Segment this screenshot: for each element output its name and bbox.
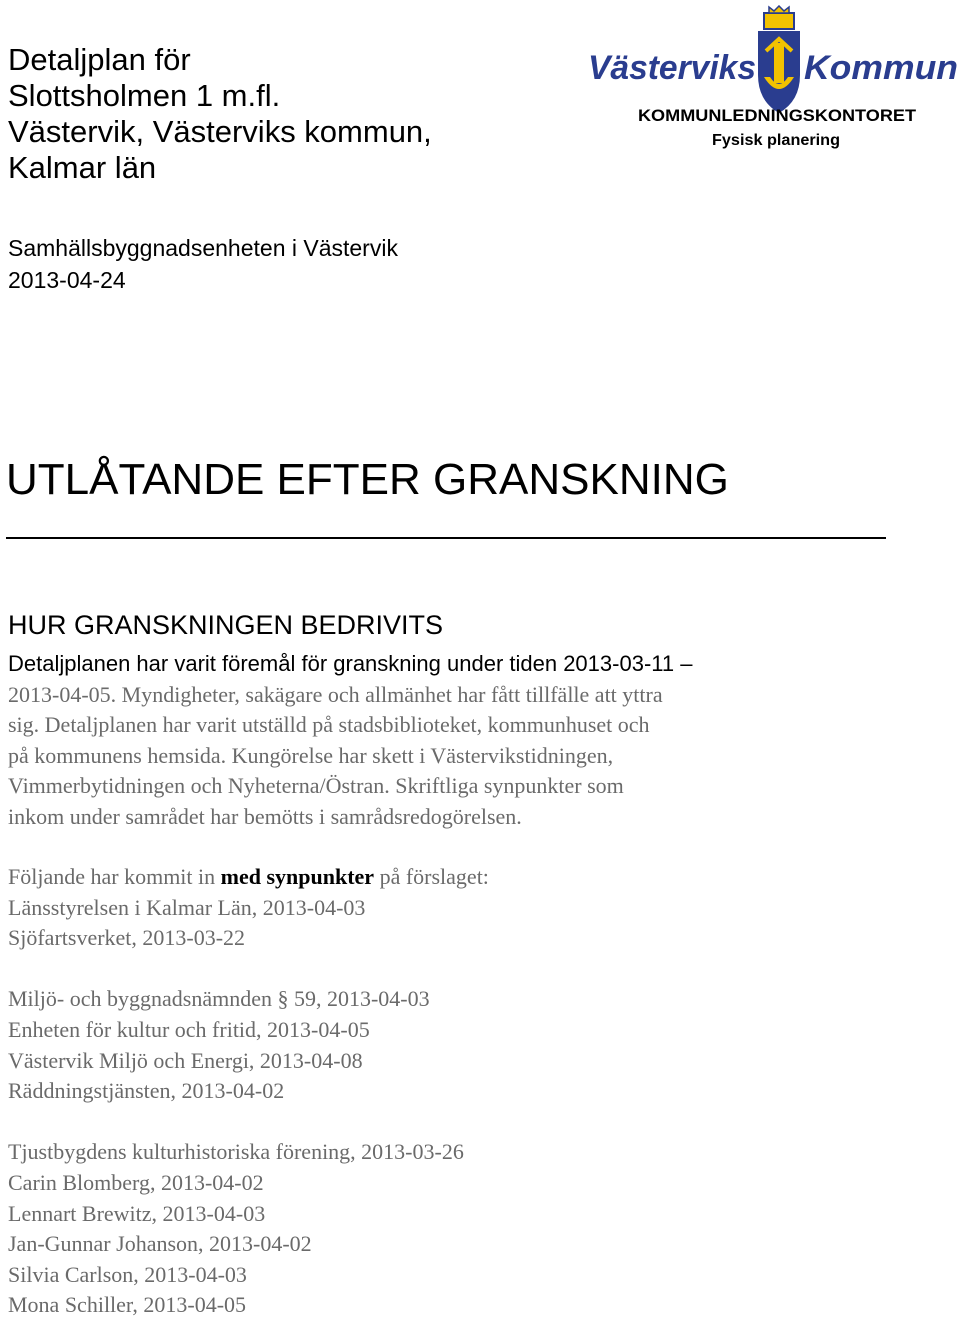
list-item: Västervik Miljö och Energi, 2013-04-08 [8, 1047, 363, 1073]
list-item: Mona Schiller, 2013-04-05 [8, 1292, 247, 1318]
section-heading: HUR GRANSKNINGEN BEDRIVITS [8, 610, 444, 640]
title-line: Detaljplan för [8, 42, 191, 77]
list-spacer [8, 1107, 948, 1138]
list-item: Lennart Brewitz, 2013-04-03 [8, 1200, 266, 1226]
heading-divider [6, 537, 886, 539]
intro-line: 2013-04-05. Myndigheter, sakägare och allmänhet har fått tillfälle att yttra [8, 681, 663, 707]
document-meta [8, 232, 398, 296]
document-title [8, 42, 432, 186]
vasterviks-kommun-logo [588, 5, 960, 165]
title-line: Slottsholmen 1 m.fl. [8, 78, 281, 113]
title-line: Kalmar län [8, 150, 157, 185]
logo-text-vasterviks: Västerviks [588, 49, 756, 87]
logo-unit: Fysisk planering [712, 132, 840, 149]
title-line: Västervik, Västerviks kommun, [8, 114, 432, 149]
document-date: 2013-04-24 [8, 267, 126, 293]
intro-line: Vimmerbytidningen och Nyheterna/Östran. Skriftliga synpunkter som [8, 773, 624, 799]
list-intro [8, 862, 948, 893]
intro-paragraph [8, 649, 948, 833]
logo-text-kommun: Kommun [804, 49, 958, 87]
list-item: Enheten för kultur och fritid, 2013-04-05 [8, 1016, 370, 1042]
list-item: Länsstyrelsen i Kalmar Län, 2013-04-03 [8, 894, 366, 920]
logo-office: KOMMUNLEDNINGSKONTORET [638, 106, 917, 125]
coat-of-arms-icon [758, 6, 800, 113]
list-spacer [8, 954, 948, 985]
list-item: Räddningstjänsten, 2013-04-02 [8, 1078, 285, 1104]
intro-line: sig. Detaljplanen har varit utställd på stadsbiblioteket, kommunhuset och [8, 712, 650, 738]
list-item: Carin Blomberg, 2013-04-02 [8, 1169, 264, 1195]
list-item: Sjöfartsverket, 2013-03-22 [8, 925, 246, 951]
list-intro-emphasis: med synpunkter [220, 864, 375, 889]
list-item: Jan-Gunnar Johanson, 2013-04-02 [8, 1231, 312, 1257]
list-item: Tjustbygdens kulturhistoriska förening, 2013-03-26 [8, 1139, 464, 1165]
department-name: Samhällsbyggnadsenheten i Västervik [8, 235, 398, 261]
intro-line: inkom under samrådet har bemötts i samrådsredogörelsen. [8, 803, 522, 829]
list-intro-text: på förslaget: [374, 864, 489, 889]
list-intro-text: Följande har kommit in [8, 864, 221, 889]
submissions-list [8, 862, 948, 1321]
document-heading: UTLÅTANDE EFTER GRANSKNING [6, 455, 729, 504]
intro-line: på kommunens hemsida. Kungörelse har skett i Västervikstidningen, [8, 742, 614, 768]
intro-line: Detaljplanen har varit föremål för granskning under tiden 2013-03-11 – [8, 651, 693, 676]
list-item: Silvia Carlson, 2013-04-03 [8, 1261, 247, 1287]
list-item: Miljö- och byggnadsnämnden § 59, 2013-04-03 [8, 986, 430, 1012]
